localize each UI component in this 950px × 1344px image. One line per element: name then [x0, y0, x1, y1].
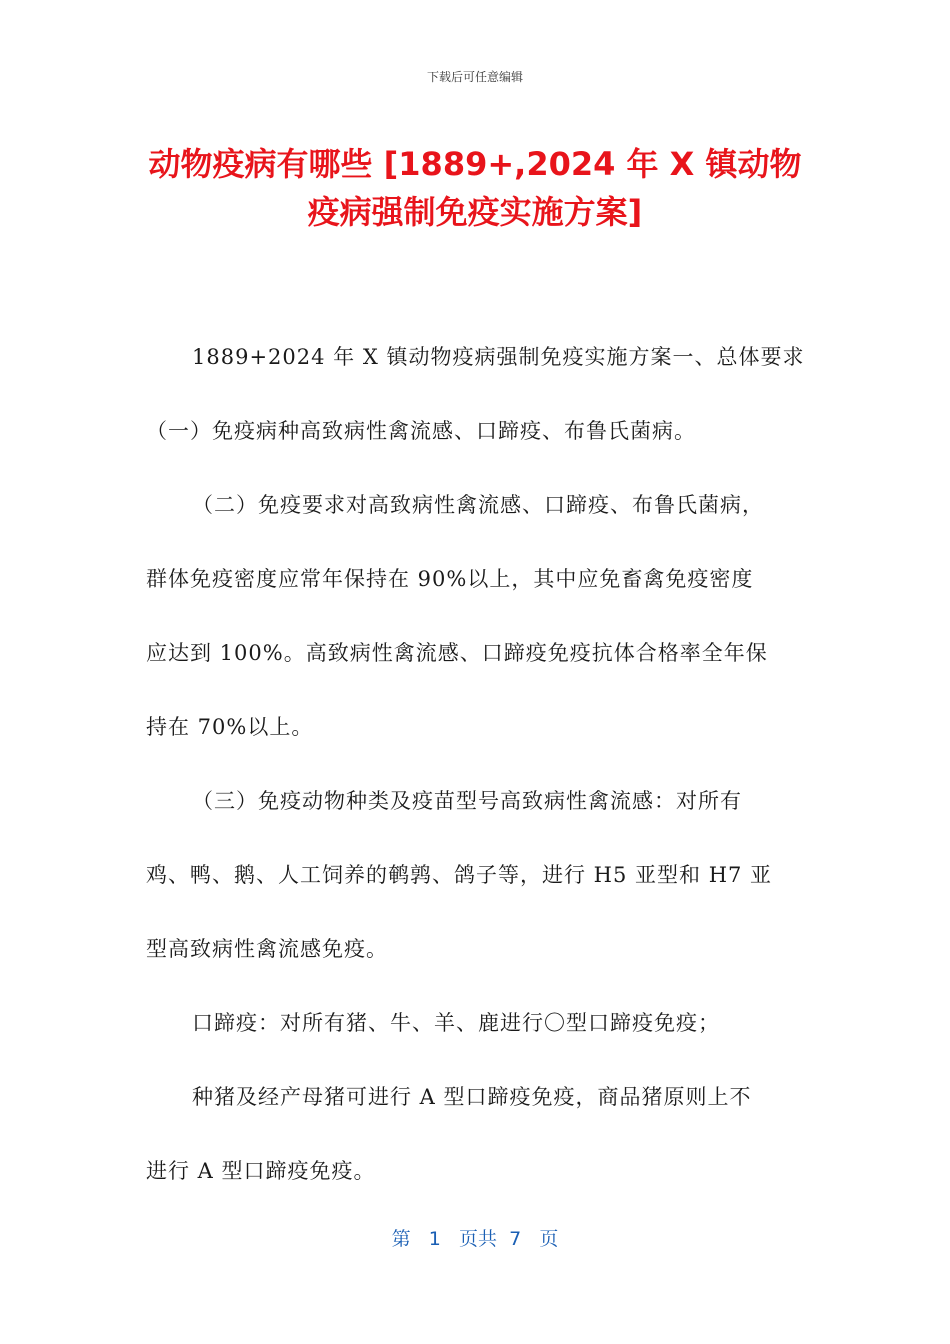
body-line: 群体免疫密度应常年保持在 90%以上，其中应免畜禽免疫密度	[146, 567, 754, 591]
footer-mid: 页共	[459, 1228, 498, 1250]
body-line: 鸡、鸭、鹅、人工饲养的鹌鹑、鸽子等，进行 H5 亚型和 H7 亚	[146, 863, 773, 887]
body-line: 种猪及经产母猪可进行 A 型口蹄疫免疫，商品猪原则上不	[192, 1085, 752, 1109]
body-line: 进行 A 型口蹄疫免疫。	[146, 1159, 376, 1183]
body-line: 持在 70%以上。	[146, 715, 314, 739]
body-line: （一）免疫病种高致病性禽流感、口蹄疫、布鲁氏菌病。	[146, 419, 696, 443]
header-note: 下载后可任意编辑	[426, 70, 523, 84]
footer-suffix: 页	[539, 1228, 559, 1250]
body-line: 应达到 100%。高致病性禽流感、口蹄疫免疫抗体合格率全年保	[146, 641, 768, 665]
body-line: 1889+2024 年 X 镇动物疫病强制免疫实施方案一、总体要求	[192, 345, 805, 369]
title-line-2: 疫病强制免疫实施方案]	[307, 193, 643, 231]
current-page-number: 1	[428, 1228, 441, 1250]
page-footer	[0, 1224, 950, 1251]
footer-prefix: 第	[391, 1228, 411, 1250]
body-line: （二）免疫要求对高致病性禽流感、口蹄疫、布鲁氏菌病，	[192, 493, 764, 517]
body-line: （三）免疫动物种类及疫苗型号高致病性禽流感：对所有	[192, 789, 742, 813]
document-title	[120, 140, 830, 236]
title-line-1: 动物疫病有哪些 [1889+,2024 年 X 镇动物	[148, 145, 802, 183]
total-pages-number: 7	[509, 1228, 522, 1250]
body-line: 型高致病性禽流感免疫。	[146, 937, 388, 961]
document-body	[146, 320, 806, 1208]
body-line: 口蹄疫：对所有猪、牛、羊、鹿进行〇型口蹄疫免疫；	[192, 1011, 720, 1035]
